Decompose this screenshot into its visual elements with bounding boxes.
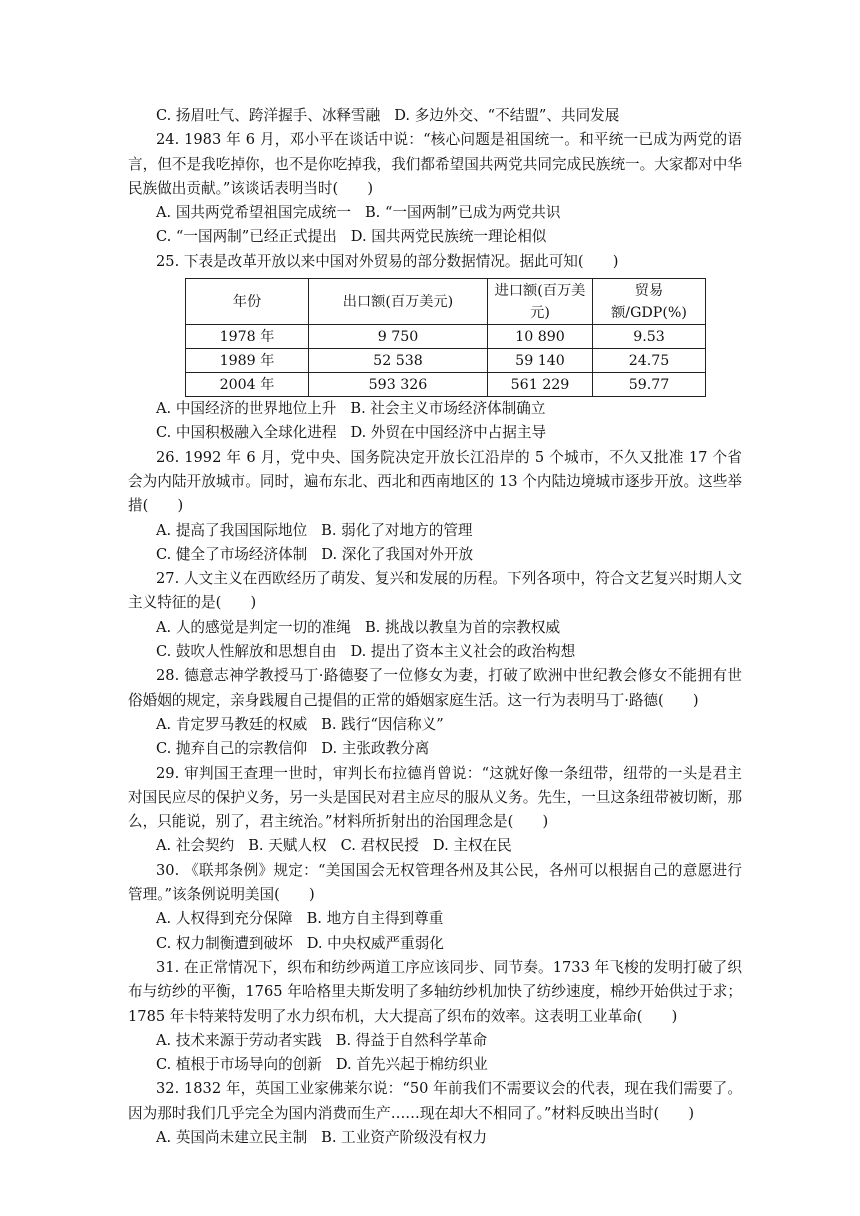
option-b: B. 弱化了对地方的管理	[321, 521, 473, 539]
table-row	[186, 325, 706, 349]
option-d: D. 主张政教分离	[321, 740, 430, 758]
table-cell: 52 538	[309, 349, 488, 373]
table-cell: 9 750	[309, 325, 488, 349]
option-d: D. 多边外交、“不结盟”、共同发展	[394, 107, 620, 124]
option-c: C. 健全了市场经济体制	[156, 545, 308, 563]
option-b: B. 挑战以教皇为首的宗教权威	[364, 618, 561, 636]
option-b: B. 践行“因信称义”	[321, 715, 444, 733]
question-27-options-row1	[128, 616, 742, 640]
table-header: 年份	[186, 279, 309, 325]
question-30-options-row1	[128, 907, 742, 931]
question-29-options	[128, 834, 742, 858]
option-d: D. 深化了我国对外开放	[321, 545, 474, 563]
table-cell: 59.77	[593, 373, 706, 397]
option-b: B. 社会主义市场经济体制确立	[350, 400, 546, 418]
table-cell: 1989 年	[186, 349, 309, 373]
option-c: C. 君权民授	[340, 837, 419, 855]
option-a: A. 技术来源于劳动者实践	[156, 1031, 322, 1049]
option-b: B. 地方自主得到尊重	[306, 910, 444, 928]
question-30-options-row2	[128, 932, 742, 956]
option-a: A. 提高了我国国际地位	[156, 521, 308, 539]
trade-data-table	[185, 278, 706, 397]
option-a: A. 国共两党希望祖国完成统一	[156, 204, 351, 222]
option-d: D. 中央权威严重弱化	[306, 934, 444, 952]
option-d: D. 首先兴起于棉纺织业	[335, 1056, 488, 1074]
question-28-options-row2	[128, 737, 742, 761]
option-a: A. 英国尚未建立民主制	[156, 1128, 308, 1146]
option-c: C. 鼓吹人性解放和思想自由	[156, 643, 337, 661]
question-31-options-row1	[128, 1029, 742, 1053]
question-31-options-row2	[128, 1053, 742, 1077]
question-27-options-row2	[128, 640, 742, 664]
table-cell: 24.75	[593, 349, 706, 373]
option-b: B. 得益于自然科学革命	[335, 1031, 488, 1049]
table-cell: 561 229	[488, 373, 593, 397]
table-header: 进口额(百万美元)	[488, 279, 593, 325]
option-c: C. 扬眉吐气、跨洋握手、冰释雪融	[156, 107, 381, 124]
option-d: D. 提出了资本主义社会的政治构想	[350, 643, 576, 661]
table-cell: 593 326	[309, 373, 488, 397]
option-d: D. 外贸在中国经济中占据主导	[350, 424, 547, 442]
question-30-text: 30. 《联邦条例》规定：“美国国会无权管理各州及其公民，各州可以根据自己的意愿进行管理。”该条例说明美国( )	[128, 861, 742, 904]
option-a: A. 人的感觉是判定一切的准绳	[156, 618, 351, 636]
option-b: B. 工业资产阶级没有权力	[321, 1128, 488, 1146]
option-b: B. 天赋人权	[248, 837, 327, 855]
option-c: C. “一国两制”已经正式提出	[156, 228, 337, 246]
question-28-text: 28. 德意志神学教授马丁·路德娶了一位修女为妻，打破了欧洲中世纪教会修女不能拥有世俗婚姻的规定，亲身践履自己提倡的正常的婚姻家庭生活。这一行为表明马丁·路德( )	[128, 667, 742, 709]
option-a: A. 肯定罗马教廷的权威	[156, 715, 308, 733]
table-cell: 59 140	[488, 349, 593, 373]
table-cell: 2004 年	[186, 373, 309, 397]
option-d: D. 国共两党民族统一理论相似	[350, 228, 547, 246]
question-27-text: 27. 人文主义在西欧经历了萌发、复兴和发展的历程。下列各项中，符合文艺复兴时期人文主义特征的是( )	[128, 570, 742, 612]
question-31-text: 31. 在正常情况下，织布和纺纱两道工序应该同步、同节奏。1733 年飞梭的发明打破了织布与纺纱的平衡，1765 年哈格里夫斯发明了多轴纺纱机加快了纺纱速度，棉纱开始供过于求；1785 年卡特莱特发明了水力织布机，大大提高了织布的效率。这表明工业革命( )	[128, 958, 742, 1025]
question-24-options-row2	[128, 225, 742, 249]
option-a: A. 社会契约	[156, 837, 235, 855]
question-28-options-row1	[128, 713, 742, 737]
question-26-options-row2	[128, 543, 742, 567]
option-a: A. 人权得到充分保障	[156, 910, 293, 928]
table-header: 出口额(百万美元)	[309, 279, 488, 325]
table-row	[186, 349, 706, 373]
question-32-text: 32. 1832 年，英国工业家佛莱尔说：“50 年前我们不需要议会的代表，现在我们需要了。因为那时我们几乎完全为国内消费而生产……现在却大不相同了。”材料反映出当时( )	[128, 1080, 742, 1122]
option-a: A. 中国经济的世界地位上升	[156, 400, 337, 418]
question-25-text: 25. 下表是改革开放以来中国对外贸易的部分数据情况。据此可知( )	[156, 252, 619, 270]
option-d: D. 主权在民	[432, 837, 512, 855]
table-cell: 9.53	[593, 325, 706, 349]
question-24-text: 24. 1983 年 6 月，邓小平在谈话中说：“核心问题是祖国统一。和平统一已成为两党的语言，但不是我吃掉你，也不是你吃掉我，我们都希望国共两党共同完成民族统一。大家都对中华民族做出贡献。”该谈话表明当时( )	[128, 131, 742, 197]
table-header: 贸易额/GDP(%)	[593, 279, 706, 325]
q23-options-cd	[128, 104, 742, 128]
option-c: C. 权力制衡遭到破坏	[156, 934, 293, 952]
option-b: B. “一国两制”已成为两党共识	[364, 204, 561, 222]
table-header-row	[186, 279, 706, 325]
question-29-text: 29. 审判国王查理一世时，审判长布拉德肖曾说：“这就好像一条纽带，纽带的一头是君主对国民应尽的保护义务，另一头是国民对君主应尽的服从义务。先生，一旦这条纽带被切断，那么，只能说，别了，君主统治。”材料所折射出的治国理念是( )	[128, 764, 742, 831]
question-24-options-row1	[128, 201, 742, 225]
table-cell: 1978 年	[186, 325, 309, 349]
question-32-options-row1	[128, 1126, 742, 1150]
option-c: C. 植根于市场导向的创新	[156, 1056, 322, 1074]
option-c: C. 抛弃自己的宗教信仰	[156, 740, 308, 758]
question-26-options-row1	[128, 519, 742, 543]
table-row	[186, 373, 706, 397]
table-cell: 10 890	[488, 325, 593, 349]
question-25-options-row1	[128, 397, 742, 421]
question-26-text: 26. 1992 年 6 月，党中央、国务院决定开放长江沿岸的 5 个城市，不久又批准 17 个省会为内陆开放城市。同时，遍布东北、西北和西南地区的 13 个内陆边境城市逐步开放。这些举措( )	[128, 448, 742, 515]
option-c: C. 中国积极融入全球化进程	[156, 424, 337, 442]
question-25-options-row2	[128, 421, 742, 445]
